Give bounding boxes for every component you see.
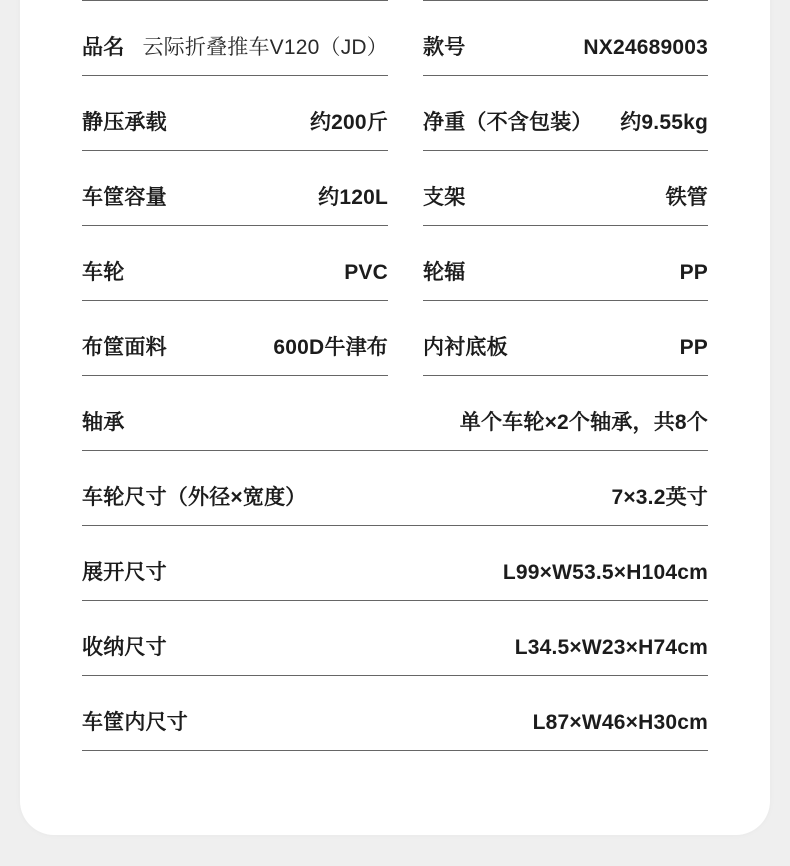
spec-value: PP bbox=[679, 336, 708, 359]
spec-label: 车筐内尺寸 bbox=[82, 711, 188, 734]
spec-cell bbox=[423, 151, 708, 226]
spec-label: 展开尺寸 bbox=[82, 561, 167, 584]
spec-row bbox=[82, 151, 708, 226]
spec-table bbox=[82, 0, 708, 751]
spec-label: 静压承载 bbox=[82, 111, 167, 134]
spec-label: 轮辐 bbox=[423, 261, 466, 284]
spec-label: 车轮 bbox=[82, 261, 125, 284]
spec-row bbox=[82, 526, 708, 601]
divider bbox=[423, 0, 708, 1]
spec-cell bbox=[82, 76, 388, 151]
spec-cell bbox=[82, 1, 388, 76]
spec-value: L34.5×W23×H74cm bbox=[514, 636, 708, 659]
spec-label: 布筐面料 bbox=[82, 336, 167, 359]
spec-label: 车轮尺寸（外径×宽度） bbox=[82, 486, 307, 509]
spec-value: 600D牛津布 bbox=[273, 336, 388, 359]
spec-cell bbox=[423, 1, 708, 76]
spec-label: 支架 bbox=[423, 186, 466, 209]
spec-row bbox=[82, 76, 708, 151]
spec-label: 款号 bbox=[423, 36, 466, 59]
spec-label: 收纳尺寸 bbox=[82, 636, 167, 659]
spec-value: PP bbox=[679, 261, 708, 284]
spec-value: 7×3.2英寸 bbox=[611, 486, 708, 509]
spec-value: 单个车轮×2个轴承，共8个 bbox=[459, 411, 708, 434]
spec-label: 轴承 bbox=[82, 411, 125, 434]
spec-label: 净重（不含包装） bbox=[423, 111, 593, 134]
spec-value: 约200斤 bbox=[309, 111, 388, 134]
table-top-divider bbox=[82, 0, 708, 1]
spec-value: L99×W53.5×H104cm bbox=[502, 561, 708, 584]
spec-value: 云际折叠推车V120（JD） bbox=[142, 36, 388, 59]
spec-cell bbox=[82, 301, 388, 376]
spec-value: 约120L bbox=[318, 186, 388, 209]
spec-row bbox=[82, 451, 708, 526]
spec-label: 车筐容量 bbox=[82, 186, 167, 209]
spec-row bbox=[82, 301, 708, 376]
spec-cell bbox=[82, 151, 388, 226]
spec-cell bbox=[423, 301, 708, 376]
spec-cell bbox=[82, 601, 708, 676]
spec-value: 铁管 bbox=[665, 186, 708, 209]
spec-label: 内衬底板 bbox=[423, 336, 508, 359]
spec-value: L87×W46×H30cm bbox=[532, 711, 708, 734]
spec-cell bbox=[82, 376, 708, 451]
spec-value: NX24689003 bbox=[583, 36, 708, 59]
spec-cell bbox=[82, 451, 708, 526]
spec-cell bbox=[423, 226, 708, 301]
spec-cell bbox=[82, 226, 388, 301]
spec-cell bbox=[82, 676, 708, 751]
spec-label: 品名 bbox=[82, 36, 125, 59]
spec-cell bbox=[82, 526, 708, 601]
spec-row bbox=[82, 376, 708, 451]
spec-row bbox=[82, 676, 708, 751]
spec-cell bbox=[423, 76, 708, 151]
spec-row bbox=[82, 1, 708, 76]
spec-value: 约9.55kg bbox=[620, 111, 708, 134]
spec-value: PVC bbox=[344, 261, 388, 284]
divider bbox=[82, 0, 388, 1]
spec-row bbox=[82, 601, 708, 676]
spec-row bbox=[82, 226, 708, 301]
